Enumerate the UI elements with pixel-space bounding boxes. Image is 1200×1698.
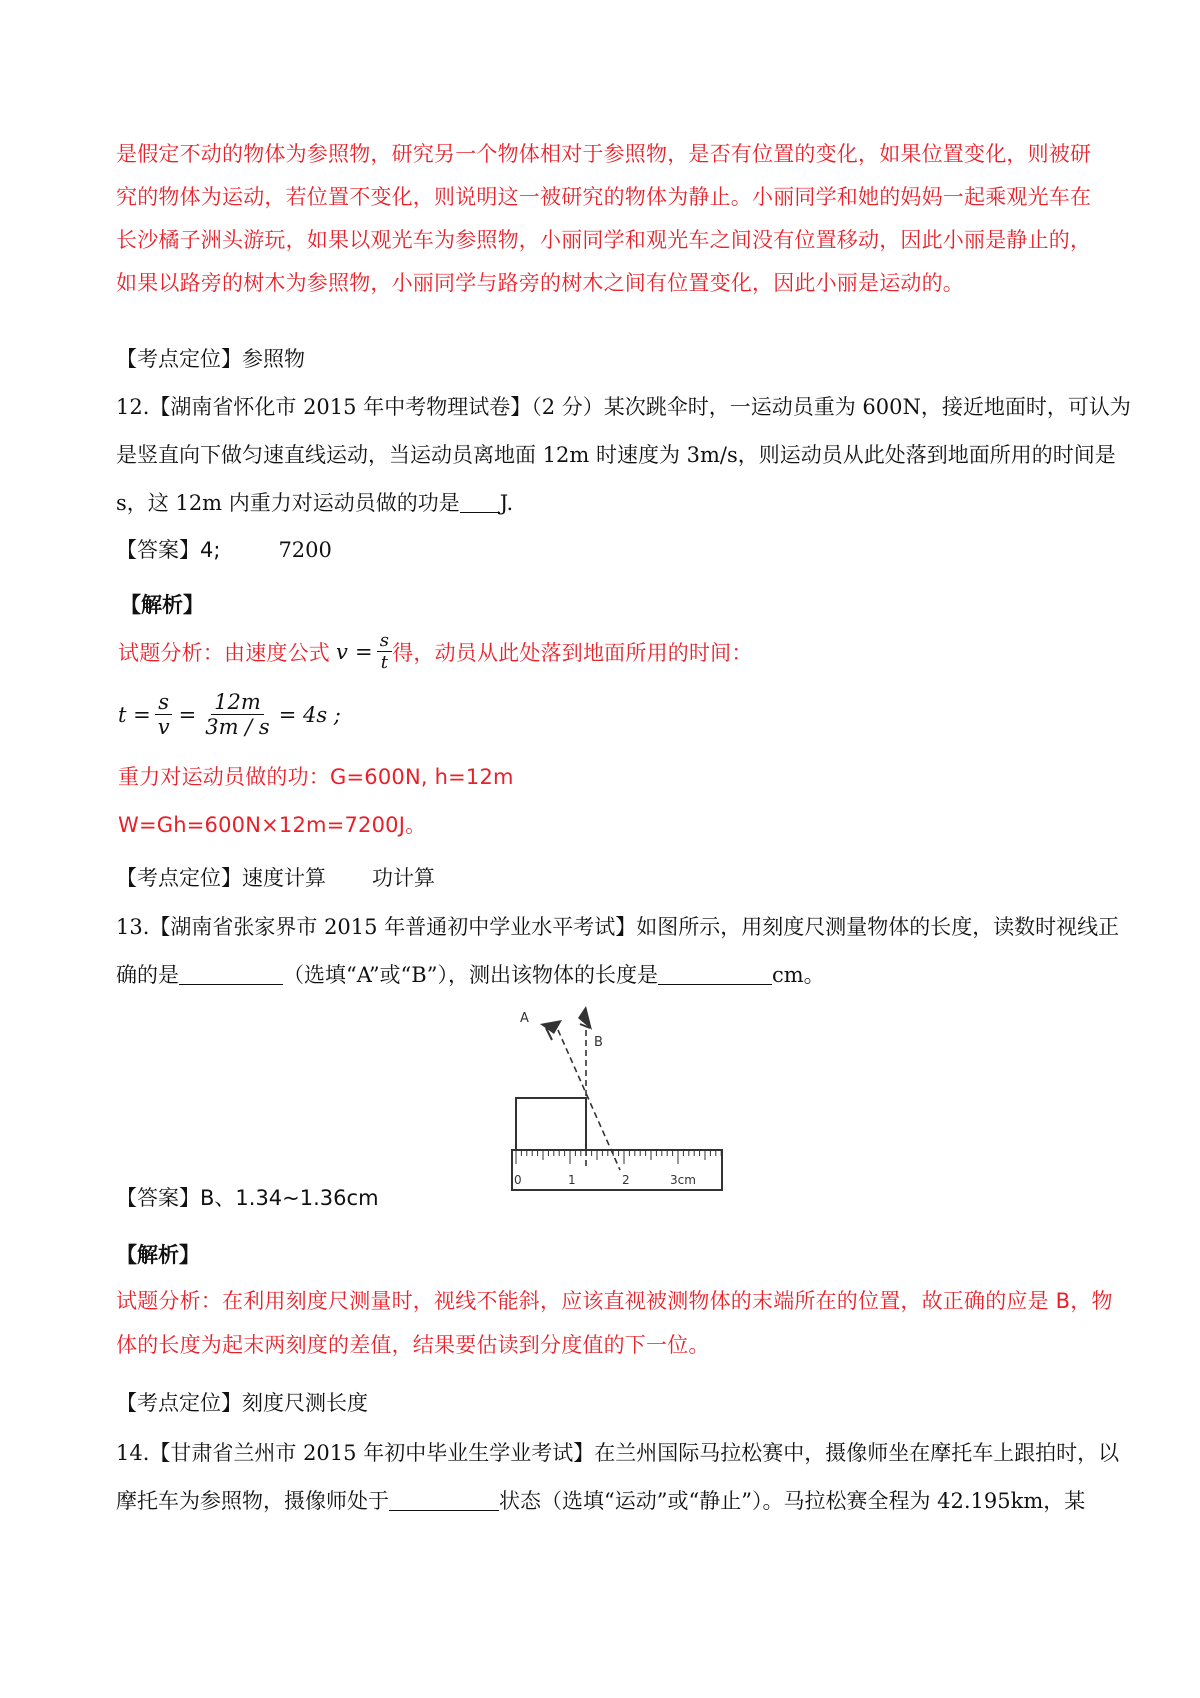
q13-line-2-b: （选填“A”或“B”），测出该物体的长度是 — [283, 963, 658, 987]
q12-blank — [460, 490, 500, 513]
q12-work-line: 重力对运动员做的功：G=600N, h=12m — [118, 765, 514, 789]
q12-time-formula — [118, 690, 341, 739]
fig-label-a: A — [520, 1011, 529, 1026]
q12-formula-s: s — [155, 690, 172, 715]
q13-blank-2 — [658, 962, 772, 985]
ruler-figure — [490, 1000, 730, 1200]
q13-blank-1 — [179, 962, 283, 985]
q13-analysis-label: 【解析】 — [116, 1243, 200, 1267]
q14-line-1: 14.【甘肃省兰州市 2015 年初中毕业生学业考试】在兰州国际马拉松赛中，摄像师坐在摩托车上跟拍时，以 — [116, 1441, 1120, 1465]
q13-line-1: 13.【湖南省张家界市 2015 年普通初中学业水平考试】如图所示，用刻度尺测量物体的长度，读数时视线正 — [116, 915, 1120, 939]
q13-answer: 【答案】B、1.34~1.36cm — [116, 1186, 379, 1210]
q12-analysis-intro-a: 试题分析：由速度公式 — [118, 640, 330, 665]
q13-analysis-line-2: 体的长度为起末两刻度的差值，结果要估读到分度值的下一位。 — [116, 1333, 710, 1357]
q12-work-formula: W=Gh=600N×12m=7200J。 — [118, 813, 427, 837]
q12-formula-result: = 4s ; — [278, 702, 341, 727]
q12-answer-value: 7200 — [278, 538, 332, 562]
q12-kaodian — [116, 863, 1106, 893]
ruler-tick-label-3: 3cm — [670, 1173, 696, 1187]
ruler-ticks — [516, 1150, 721, 1164]
eye-b-icon — [578, 1006, 592, 1030]
q12-line-3-a: s，这 12m 内重力对运动员做的功是 — [116, 491, 460, 515]
prev-solution-line-1: 是假定不动的物体为参照物，研究另一个物体相对于参照物，是否有位置的变化，如果位置变化，则被研 — [116, 142, 1092, 166]
q12-kaodian-b: 功计算 — [372, 866, 435, 890]
prev-solution-line-2: 究的物体为运动，若位置不变化，则说明这一被研究的物体为静止。小丽同学和她的妈妈一起乘观光车在 — [116, 185, 1092, 209]
q12-formula-s-over-v — [155, 690, 173, 739]
q12-line-3 — [116, 488, 1106, 518]
q14-blank — [389, 1488, 499, 1511]
q13-analysis-line-1: 试题分析：在利用刻度尺测量时，视线不能斜，应该直视被测物体的末端所在的位置，故正确的应是 B，物 — [116, 1289, 1113, 1313]
q12-line-1: 12.【湖南省怀化市 2015 年中考物理试卷】（2 分）某次跳伞时，一运动员重为 600N，接近地面时，可认为 — [116, 395, 1131, 419]
q12-analysis-intro-b: 得，动员从此处落到地面所用的时间： — [392, 640, 753, 665]
q13-line-2-a: 确的是 — [116, 963, 179, 987]
ruler-tick-label-2: 2 — [622, 1173, 630, 1187]
q14-line-2-b: 状态（选填“运动”或“静止”）。马拉松赛全程为 42.195km，某 — [499, 1489, 1086, 1513]
q12-formula-t: t = — [118, 702, 151, 727]
q13-line-2-c: cm。 — [771, 963, 825, 987]
ruler-tick-label-1: 1 — [568, 1173, 576, 1187]
fig-label-b: B — [594, 1035, 603, 1050]
q12-formula-v-num: s — [377, 630, 392, 652]
prev-kaodian: 【考点定位】参照物 — [116, 347, 305, 371]
q14-line-2 — [116, 1486, 1106, 1516]
q12-formula-v2: v — [157, 715, 170, 739]
prev-solution-line-4: 如果以路旁的树木为参照物，小丽同学与路旁的树木之间有位置变化，因此小丽是运动的。 — [116, 271, 964, 295]
q12-formula-numeric-frac — [202, 690, 272, 739]
q12-formula-12m: 12m — [211, 690, 264, 715]
q12-analysis-intro — [118, 630, 753, 673]
q12-formula-3ms: 3m / s — [205, 715, 270, 739]
q12-analysis-label: 【解析】 — [120, 593, 204, 617]
q12-answer-label: 【答案】4; — [116, 538, 221, 562]
q13-kaodian: 【考点定位】刻度尺测长度 — [116, 1391, 368, 1415]
q12-formula-v-frac — [377, 630, 392, 673]
q12-answer — [116, 535, 1106, 565]
q12-formula-v: v = — [336, 639, 373, 664]
q12-line-2: 是竖直向下做匀速直线运动，当运动员离地面 12m 时速度为 3m/s，则运动员从此处落到地面所用的时间是 — [116, 443, 1116, 467]
prev-solution-line-3: 长沙橘子洲头游玩，如果以观光车为参照物，小丽同学和观光车之间没有位置移动，因此小丽是静止的， — [116, 228, 1092, 252]
q12-kaodian-a: 【考点定位】速度计算 — [116, 866, 326, 890]
q14-line-2-a: 摩托车为参照物，摄像师处于 — [116, 1489, 389, 1513]
q12-formula-v-den: t — [380, 652, 389, 673]
q13-line-2 — [116, 960, 1106, 990]
q12-formula-eq: = — [178, 702, 197, 727]
q12-line-3-b: J. — [499, 491, 514, 515]
ruler-tick-label-0: 0 — [514, 1173, 522, 1187]
measured-object — [516, 1098, 586, 1150]
